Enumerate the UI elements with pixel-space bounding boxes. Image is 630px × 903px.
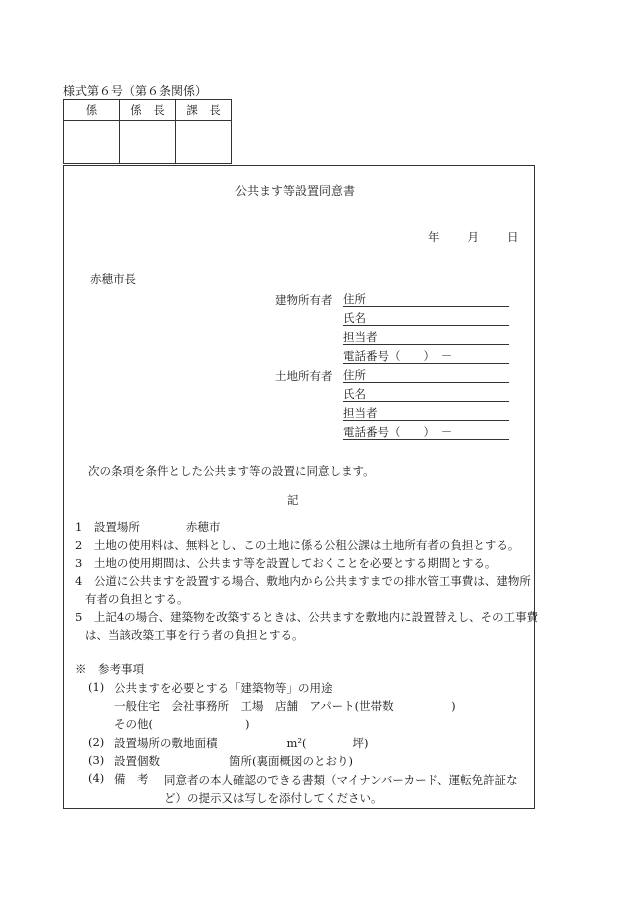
date-month[interactable]: 月 — [467, 230, 479, 244]
note-4-body: 同意者の本人確認のできる書類（マイナンバーカード、運転免許証など）の提示又は写しを添付してください。 — [164, 773, 518, 805]
stamp-cell-manager[interactable] — [176, 121, 232, 164]
name-label: 氏名 — [343, 311, 366, 325]
building-owner-contact-field[interactable] — [343, 330, 509, 345]
stamp-header-staff: 係 — [64, 100, 120, 121]
item-number: 1 — [75, 520, 83, 534]
building-owner-label: 建物所有者 — [275, 293, 333, 307]
address-label: 住所 — [343, 368, 366, 382]
stamp-cell-staff[interactable] — [64, 121, 120, 164]
phone-label: 電話番号（ ） － — [343, 425, 453, 439]
addressee: 赤穂市長 — [90, 272, 136, 286]
item-number: 3 — [75, 556, 83, 570]
note-1-options: 一般住宅 会社事務所 工場 店舗 アパート(世帯数 ) — [114, 699, 456, 713]
contact-label: 担当者 — [343, 330, 378, 344]
date-line — [428, 229, 519, 245]
consent-statement: 次の条項を条件とした公共ます等の設置に同意します。 — [88, 464, 375, 478]
land-owner-address-field[interactable] — [343, 368, 509, 383]
stamp-cell-chief[interactable] — [120, 121, 176, 164]
condition-item — [75, 518, 530, 536]
date-year[interactable]: 年 — [428, 230, 440, 244]
form-number: 様式第６号（第６条関係） — [63, 84, 208, 98]
item-number: 4 — [75, 574, 83, 588]
building-owner-phone-field[interactable] — [343, 349, 509, 364]
note-1-other: その他( ) — [114, 717, 250, 731]
note-2-number: (2) — [88, 735, 105, 749]
condition-item — [75, 536, 530, 554]
note-1-text: 公共ますを必要とする「建築物等」の用途 — [114, 681, 333, 695]
building-owner-name-field[interactable] — [343, 311, 509, 326]
land-owner-label: 土地所有者 — [275, 369, 333, 383]
note-2-text: 設置場所の敷地面積 m²( 坪) — [114, 736, 369, 750]
land-owner-contact-field[interactable] — [343, 406, 509, 421]
condition-item — [75, 572, 540, 608]
item-text: 土地の使用期間は、公共ます等を設置しておくことを必要とする期間とする。 — [93, 556, 497, 570]
contact-label: 担当者 — [343, 406, 378, 420]
address-label: 住所 — [343, 292, 366, 306]
item-number: 5 — [75, 610, 83, 624]
note-3-number: (3) — [88, 753, 105, 767]
stamp-header-chief: 係 長 — [120, 100, 176, 121]
item-text: 上記4の場合、建築物を改築するときは、公共ますを敷地内に設置替えし、その工事費は、当該改築工事を行う者の負担とする。 — [85, 610, 539, 642]
note-4-number: (4) — [88, 771, 105, 785]
building-owner-address-field[interactable] — [343, 292, 509, 307]
condition-item — [75, 608, 540, 644]
note-4-text — [164, 771, 530, 807]
land-owner-phone-field[interactable] — [343, 425, 509, 440]
note-4-heading: 備 考 — [114, 772, 149, 786]
approval-stamp-table — [63, 99, 232, 164]
land-owner-name-field[interactable] — [343, 387, 509, 402]
ki-heading: 記 — [287, 493, 299, 507]
item-text: 土地の使用料は、無料とし、この土地に係る公租公課は土地所有者の負担とする。 — [93, 538, 520, 552]
document-title: 公共ます等設置同意書 — [235, 184, 356, 198]
item-text: 公道に公共ますを設置する場合、敷地内から公共ますまでの排水管工事費は、建物所有者の負担とする。 — [85, 574, 531, 606]
stamp-header-manager: 課 長 — [176, 100, 232, 121]
condition-item — [75, 554, 530, 572]
date-day[interactable]: 日 — [507, 230, 519, 244]
item-number: 2 — [75, 538, 83, 552]
note-1-number: (1) — [88, 680, 105, 694]
item-text: 設置場所 赤穂市 — [93, 520, 221, 534]
name-label: 氏名 — [343, 387, 366, 401]
note-3-text: 設置個数 箇所(裏面概図のとおり) — [114, 754, 353, 768]
reference-heading: ※ 参考事項 — [75, 662, 144, 676]
phone-label: 電話番号（ ） － — [343, 349, 453, 363]
